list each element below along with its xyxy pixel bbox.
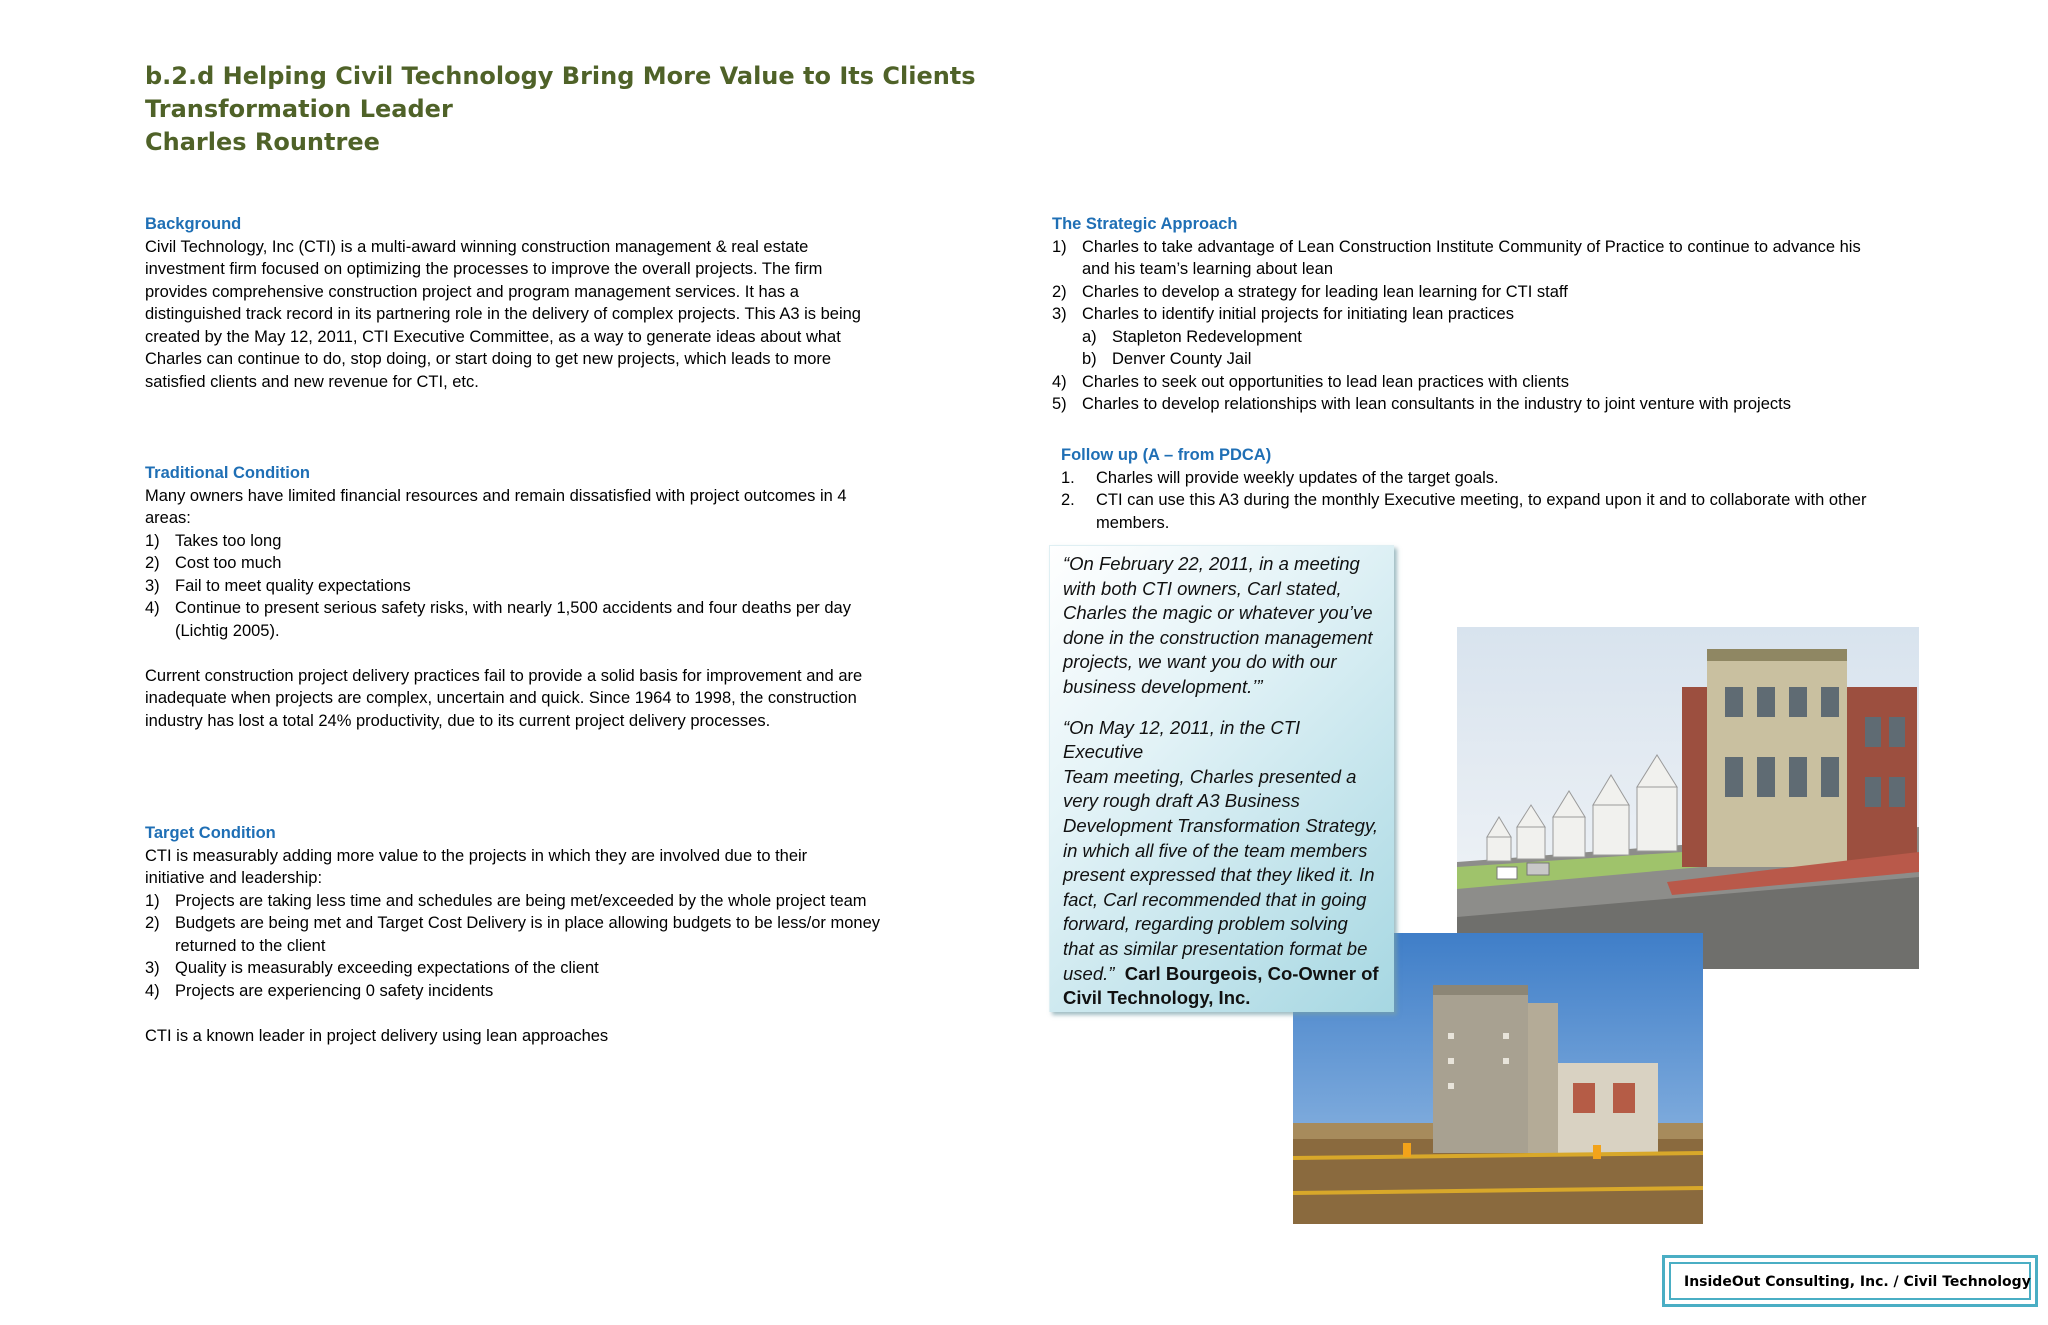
text-line: Many owners have limited financial resources and remain dissatisfied with project outcomes in 4 — [145, 486, 847, 505]
text-line: industry has lost a total 24% productivity, due to its current project delivery processes. — [145, 711, 771, 730]
list-item: 2) Budgets are being met and Target Cost Delivery is in place allowing budgets to be less/or money returned to the client — [145, 914, 881, 955]
list-item: 5) Charles to develop relationships with lean consultants in the industry to joint venture with projects — [1052, 395, 1791, 413]
list-item: 2) Cost too much — [145, 554, 282, 572]
author-name: Charles Rountree — [145, 128, 380, 156]
target-section — [145, 822, 925, 1047]
strategic-list — [1052, 236, 1952, 326]
target-heading: Target Condition — [145, 824, 276, 842]
list-item: 2. CTI can use this A3 during the monthly Executive meeting, to expand upon it and to collaborate with other members. — [1061, 491, 1867, 532]
list-item: 1) Charles to take advantage of Lean Construction Institute Community of Practice to continue to advance his and his team’s learning about lean — [1052, 237, 1861, 278]
traditional-section — [145, 462, 925, 732]
list-item: 4) Continue to present serious safety risks, with nearly 1,500 accidents and four deaths per day (Lichtig 2005). — [145, 599, 851, 640]
traditional-heading: Traditional Condition — [145, 464, 310, 482]
background-paragraph — [145, 236, 925, 394]
text-line: CTI is measurably adding more value to the projects in which they are involved due to their — [145, 846, 808, 865]
quote-attribution: Carl Bourgeois, Co-Owner of — [1124, 962, 1379, 984]
strategic-sublist — [1052, 326, 1952, 371]
background-section — [145, 213, 925, 393]
street-photo-image — [1457, 627, 1919, 969]
quote-february: “On February 22, 2011, in a meeting with both CTI owners, Carl stated, Charles the magic or whatever you’ve done in the construction management projects, we want you do with our business development.’” — [1063, 553, 1373, 697]
strategic-list-continued — [1052, 371, 1952, 416]
followup-section — [1061, 444, 1961, 534]
followup-list — [1061, 467, 1961, 535]
list-item: 1) Takes too long — [145, 531, 282, 550]
list-item: 3) Fail to meet quality expectations — [145, 576, 411, 595]
list-item: b) Denver County Jail — [1082, 350, 1252, 368]
followup-heading: Follow up (A – from PDCA) — [1061, 446, 1272, 464]
traditional-closing — [145, 665, 925, 733]
strategic-section — [1052, 213, 1952, 416]
list-item: a) Stapleton Redevelopment — [1082, 327, 1302, 346]
text-line: distinguished track record in its partnering role in the delivery of complex projects. This A3 is being — [145, 305, 861, 323]
text-line: Civil Technology, Inc (CTI) is a multi-award winning construction management & real estate — [145, 237, 809, 256]
footer-badge-label: InsideOut Consulting, Inc. / Civil Technology — [1669, 1262, 2031, 1300]
title-block — [145, 60, 976, 159]
list-item: 1. Charles will provide weekly updates of the target goals. — [1061, 468, 1499, 487]
street-photo — [1457, 627, 1919, 969]
page-subtitle: Transformation Leader — [145, 95, 453, 123]
target-list — [145, 890, 925, 1003]
target-closing: CTI is a known leader in project delivery using lean approaches — [145, 1026, 609, 1045]
strategic-heading: The Strategic Approach — [1052, 215, 1238, 233]
list-item: 2) Charles to develop a strategy for leading lean learning for CTI staff — [1052, 282, 1568, 301]
list-item: 3) Charles to identify initial projects for initiating lean practices — [1052, 305, 1514, 323]
text-line: provides comprehensive construction project and program management services. It has a — [145, 282, 799, 301]
text-line: areas: — [145, 509, 191, 527]
text-line: created by the May 12, 2011, CTI Executive Committee, as a way to generate ideas about what — [145, 327, 841, 346]
page-title: b.2.d Helping Civil Technology Bring More Value to Its Clients — [145, 62, 976, 90]
text-line: initiative and leadership: — [145, 869, 323, 887]
traditional-list — [145, 530, 925, 643]
text-line: satisfied clients and new revenue for CTI, etc. — [145, 372, 479, 391]
text-line: investment firm focused on optimizing the processes to improve the overall projects. The firm — [145, 260, 823, 278]
list-item: 4) Projects are experiencing 0 safety incidents — [145, 981, 494, 1000]
list-item: 4) Charles to seek out opportunities to lead lean practices with clients — [1052, 372, 1570, 391]
background-heading: Background — [145, 215, 242, 233]
text-line: Current construction project delivery practices fail to provide a solid basis for improvement and are — [145, 666, 863, 685]
quote-attribution-company: Civil Technology, Inc. — [1063, 987, 1251, 1009]
text-line: inadequate when projects are complex, uncertain and quick. Since 1964 to 1998, the construction — [145, 689, 857, 707]
footer-badge — [1662, 1255, 2038, 1307]
text-line: Charles can continue to do, stop doing, or start doing to get new projects, which leads to more — [145, 350, 832, 368]
quote-callout — [1049, 545, 1394, 1012]
list-item: 1) Projects are taking less time and schedules are being met/exceeded by the whole project team — [145, 891, 867, 910]
quote-may: “On May 12, 2011, in the CTI Executive Team meeting, Charles presented a very rough draft A3 Business Development Transformation Strategy, in which all five of the team members present expressed that they liked it. In fact, Carl recommended that in going forward, regarding problem solving that as similar presentation format be used.” Carl Bourgeois, Co-Owner of Civil Technology, Inc. — [1063, 716, 1382, 1011]
list-item: 3) Quality is measurably exceeding expectations of the client — [145, 959, 599, 977]
